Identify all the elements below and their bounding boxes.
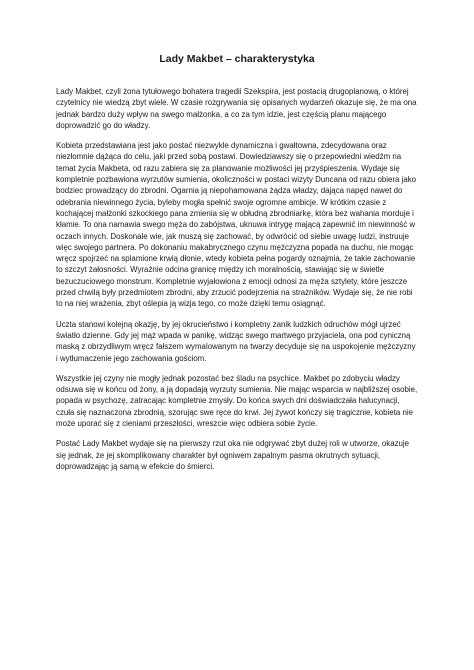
paragraph-decline: Wszystkie jej czyny nie mogły jednak pozostać bez śladu na psychice. Makbet po zdobyciu władzy odsuwa się w końcu od żony, a ją dopadają wyrzuty sumienia. Nie mając wsparcia w najbliższej osobie, popada w psychozę, zatracając kompletnie zmysły. Do końca swych dni doświadczała halucynacji, czuła się naznaczona zbrodnią, szorując swe ręce do krwi. Jej żywot kończy się tragicznie, kobieta nie może uporać się z cieniami przeszłości, wreszcie więc odbiera sobie życie. xyxy=(56,373,418,429)
paragraph-feast: Uczta stanowi kolejną okazję, by jej okrucieństwo i kompletny zanik ludzkich odruchów mógł ujrzeć światło dzienne. Gdy jej mąż wpada w panikę, widząc swego martwego przyjaciela, ona pod cyniczną maską z obrzydliwym wręcz fałszem wymalowanym na twarzy decyduje się na uspokojenie mężczyzny i wytłumaczenie jego zachowania gościom. xyxy=(56,319,416,363)
paragraph-intro: Lady Makbet, czyli żona tytułowego bohatera tragedii Szekspira, jest postacią drugoplanową, o której czytelnicy nie wiedzą zbyt wiele. W czasie rozgrywania się opisanych wydarzeń okazuje się, że ma ona jednak bardzo duży wpływ na swego małżonka, a co za tym idzie, jest częścią planu mającego doprowadzić go do władzy. xyxy=(56,87,417,130)
paragraph-conclusion: Postać Lady Makbet wydaje się na pierwszy rzut oka nie odgrywać zbyt dużej roli w utworze, okazuje się jednak, że jej skomplikowany charakter był ogniwem zapalnym pasma okrutnych sytuacji, doprowadzając ją samą w efekcie do śmierci. xyxy=(56,439,410,471)
paragraph-character: Kobieta przedstawiana jest jako postać niezwykle dynamiczna i gwałtowna, zdecydowana oraz niezłomnie dążąca do celu, jaki przed sobą postawi. Dowiedziawszy się o przepowiedni wiedźm na temat życia Makbeta, od razu zabiera się za planowanie możliwości jej przyśpieszenia. Wydaje się kompletnie pozbawiona wyrzutów sumienia, okoliczności w postaci wizyty Duncana od razu obiera jako bodziec prowadzący do zbrodni. Ogarnia ją niepohamowana żądza władzy, dająca napęd nawet do odebrania niewinnego życia, byleby mogła spełnić swoje ogromne ambicje. W krótkim czasie z kochającej małżonki szkockiego pana zmienia się w obłudną zbrodniarkę, która bez wahania morduje i kłamie. To ona namawia swego męża do zabójstwa, uknuwa intrygę mającą zapewnić im niewinność w oczach innych. Doskonale wie, jak muszą się zachować, by odwrócić od siebie uwagę ludzi, instruuje więc swojego partnera. Po dokonaniu makabrycznego czynu mężczyzna popada na duchu, nie mogąc wręcz spojrzeć na splamione krwią dłonie, wtedy kobieta pełna pogardy oznajmia, że takie zachowanie to szczyt żałosności. Wyraźnie odcina granicę między ich moralnością, stawiając się w świetle bezuczuciowego monstrum. Kompletnie wyjałowiona z emocji odnosi za męża sztylety, które jeszcze przed chwilą były przedmiotem zbrodni, aby zrzucić podejrzenia na strażników. Wydaje się, że nie robi to na niej wrażenia, zbyt oślepia ją wizja tego, co może dzięki temu osiągnąć. xyxy=(56,141,417,309)
document-title: Lady Makbet – charakterystyka xyxy=(159,53,315,65)
